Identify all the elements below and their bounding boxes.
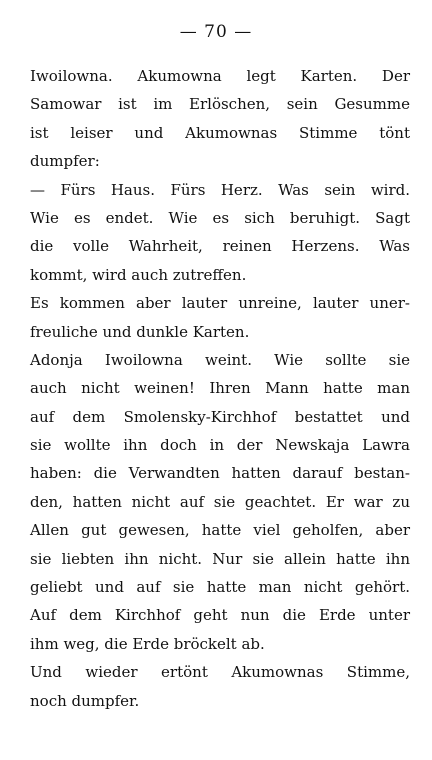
text-line: ist leiser und Akumownas Stimme tönt xyxy=(30,123,410,142)
page-number: — 70 — xyxy=(179,22,253,42)
text-line: sie wollte ihn doch in der Newskaja Lawra xyxy=(30,436,410,455)
text-line: Iwoilowna. Akumowna legt Karten. Der xyxy=(30,67,410,85)
text-line: Auf dem Kirchhof geht nun die Erde unter xyxy=(30,606,410,625)
text-line: dumpfer: xyxy=(30,152,100,171)
text-line: ihm weg, die Erde bröckelt ab. xyxy=(30,634,265,653)
text-line: Samowar ist im Erlöschen, sein Gesumme xyxy=(30,95,410,114)
text-line: haben: die Verwandten hatten darauf bestan- xyxy=(30,464,410,483)
text-line: Allen gut gewesen, hatte viel geholfen, aber xyxy=(30,521,410,540)
text-line: Es kommen aber lauter unreine, lauter uner- xyxy=(30,294,410,313)
text-line: sie liebten ihn nicht. Nur sie allein hatte ihn xyxy=(30,549,410,568)
text-line: auf dem Smolensky-Kirchhof bestattet und xyxy=(30,407,410,426)
text-line: Und wieder ertönt Akumownas Stimme, xyxy=(30,663,410,682)
text-line: auch nicht weinen! Ihren Mann hatte man xyxy=(30,379,410,398)
text-line: kommt, wird auch zutreffen. xyxy=(30,265,247,284)
text-line: Adonja Iwoilowna weint. Wie sollte sie xyxy=(30,350,410,369)
text-line: freuliche und dunkle Karten. xyxy=(30,322,250,341)
text-line: noch dumpfer. xyxy=(30,691,140,710)
text-line: die volle Wahrheit, reinen Herzens. Was xyxy=(30,237,410,256)
text-line: Wie es endet. Wie es sich beruhigt. Sagt xyxy=(30,208,410,227)
text-line: den, hatten nicht auf sie geachtet. Er war zu xyxy=(30,492,410,511)
page-text xyxy=(30,62,410,715)
text-line: geliebt und auf sie hatte man nicht gehört. xyxy=(30,578,410,597)
text-line: — Fürs Haus. Fürs Herz. Was sein wird. xyxy=(30,180,410,199)
